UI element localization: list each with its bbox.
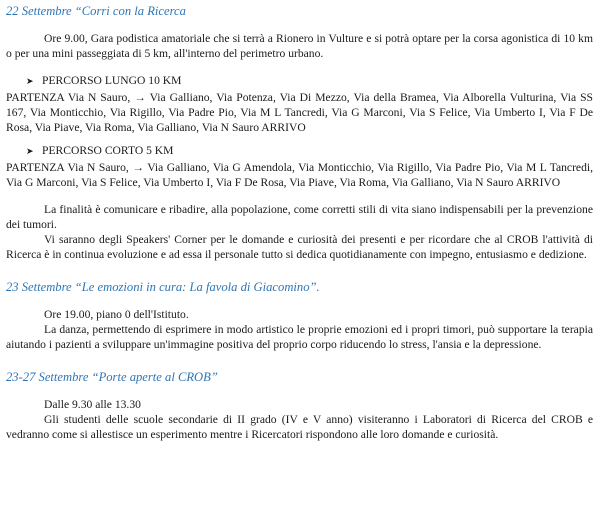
- route-short-description: PARTENZA Via N Sauro, → Via Galliano, Via G Amendola, Via Monticchio, Via Rigillo, Via Padre Pio, Via M L Tancredi, Via G Marconi, Via S Felice, Via Umberto I, Via F De Rosa, Via Piave, Via Roma, Via Galliano, Via N Sauro ARRIVO: [6, 161, 593, 189]
- section-heading-corri-con-la-ricerca: 22 Settembre “Corri con la Ricerca: [6, 4, 186, 18]
- route-long-description: PARTENZA Via N Sauro, → Via Galliano, Via Potenza, Via Di Mezzo, Via della Bramea, Via Alborella Vulturina, Via SS 167, Via Monticchio, Via Rigillo, Via Padre Pio, Via M L Tancredi, Via G Marconi, Via S Felice, Via Umberto I, Via F De Rosa, Via Piave, Via Roma, Via Galliano, Via N Sauro ARRIVO: [6, 91, 593, 134]
- arrowhead-bullet-icon: ➤: [26, 147, 34, 157]
- route-long-title: PERCORSO LUNGO 10 KM: [42, 74, 182, 87]
- document-page: [6, 3, 593, 442]
- route-short-title: PERCORSO CORTO 5 KM: [42, 144, 174, 157]
- section-heading-le-emozioni-in-cura: 23 Settembre “Le emozioni in cura: La favola di Giacomino”.: [6, 280, 320, 294]
- section-heading-porte-aperte-al-crob: 23-27 Settembre “Porte aperte al CROB”: [6, 370, 218, 384]
- route-short-title-row: [6, 143, 593, 160]
- emozioni-body-paragraph: La danza, permettendo di esprimere in modo artistico le proprie emozioni ed i propri timori, può supportare la terapia aiutando i pazienti a sviluppare un'immagine positiva del proprio corpo riducendo lo stress, l'ansia e la depressione.: [6, 323, 593, 351]
- porte-aperte-time-line: Dalle 9.30 alle 13.30: [44, 398, 141, 411]
- emozioni-time-line: Ore 19.00, piano 0 dell'Istituto.: [44, 308, 189, 321]
- purpose-paragraph: La finalità è comunicare e ribadire, alla popolazione, come corretti stili di vita siano indispensabili per la prevenzione dei tumori.: [6, 203, 593, 231]
- race-intro-paragraph: Ore 9.00, Gara podistica amatoriale che si terrà a Rionero in Vulture e si potrà optare per la corsa agonistica di 10 km o per una mini passeggiata di 5 km, all'interno del perimetro urbano.: [6, 32, 593, 60]
- route-long-title-row: [6, 73, 593, 90]
- porte-aperte-body-paragraph: Gli studenti delle scuole secondarie di II grado (IV e V anno) visiteranno i Laboratori di Ricerca del CROB e vedranno come si allestisce un esperimento mentre i Ricercatori rispondono alle loro domande e curiosità.: [6, 413, 593, 441]
- arrowhead-bullet-icon: ➤: [26, 77, 34, 87]
- speakers-corner-paragraph: Vi saranno degli Speakers' Corner per le domande e curiosità dei presenti e per ricordare che al CROB l'attività di Ricerca è in continua evoluzione e ad essa il personale tutto si dedica quotidianamente con impegno, entusiasmo e dedizione.: [6, 233, 593, 261]
